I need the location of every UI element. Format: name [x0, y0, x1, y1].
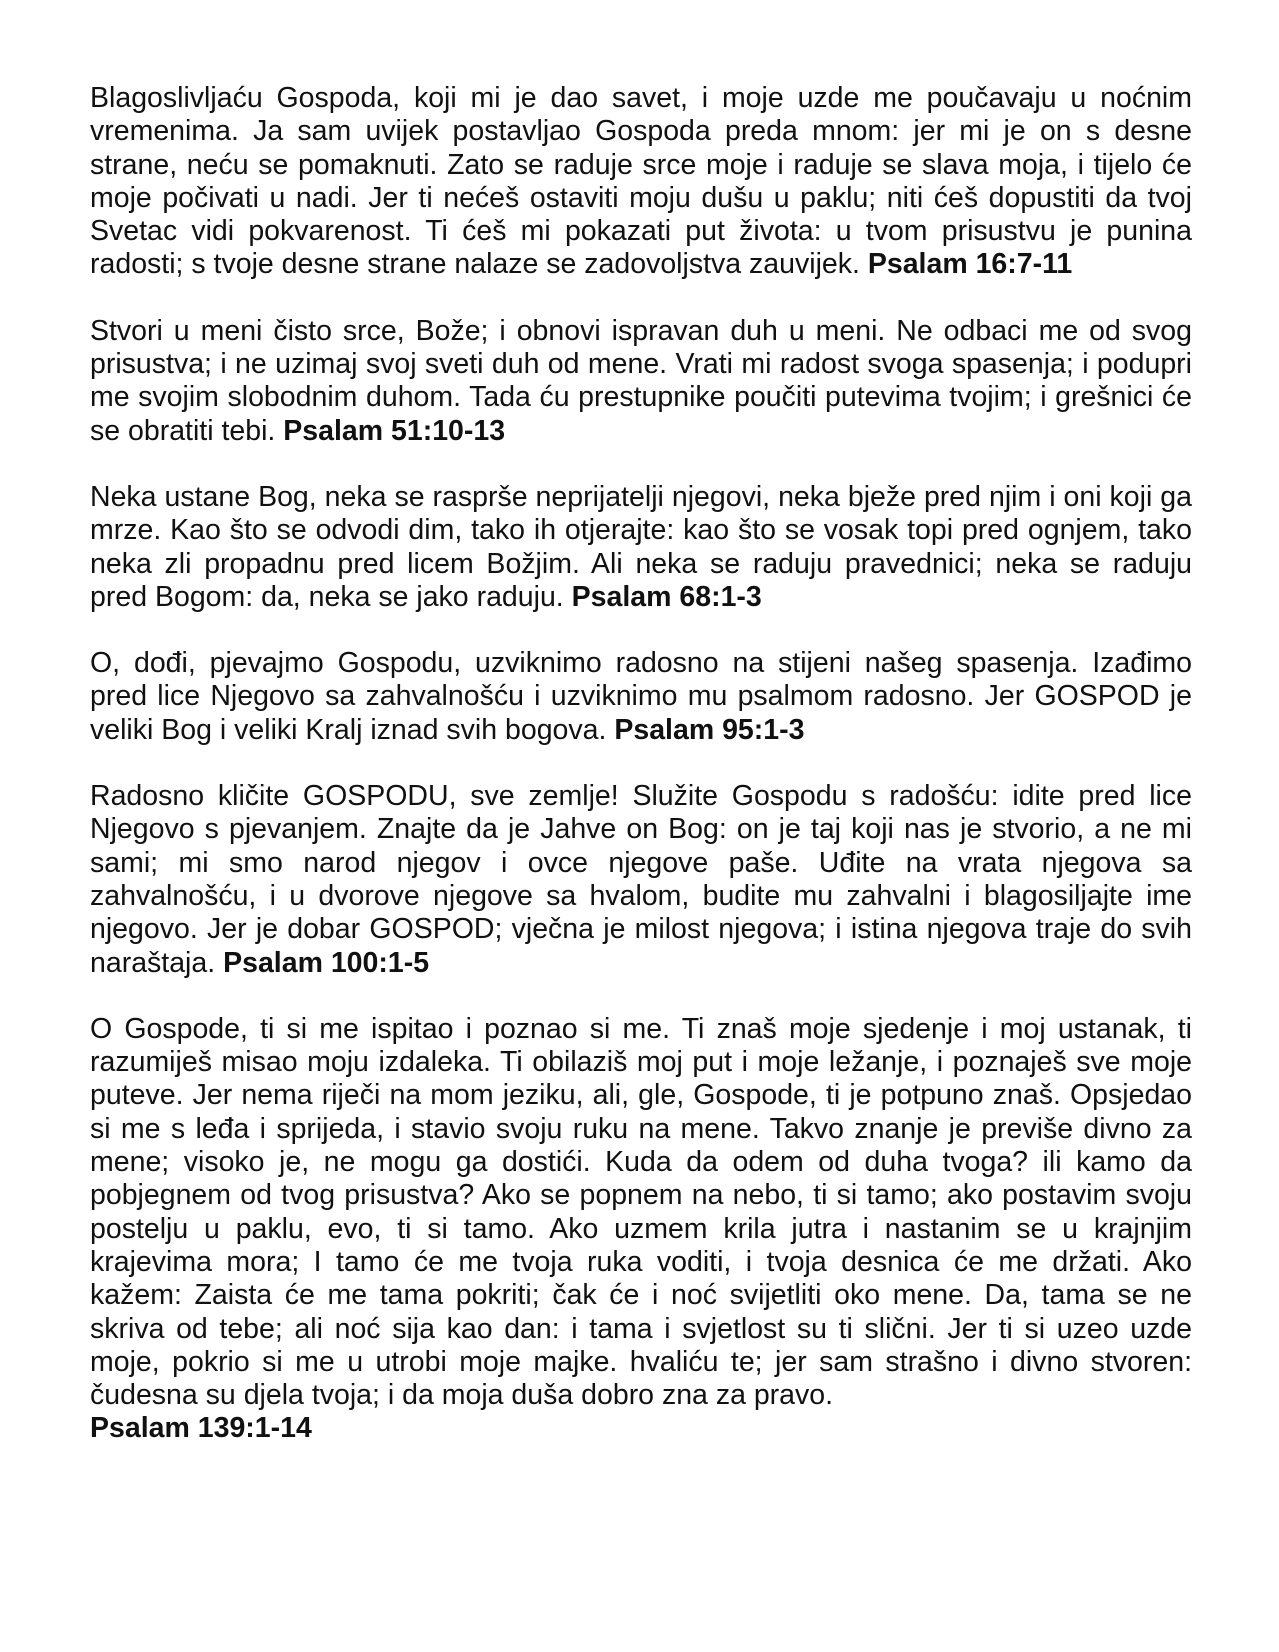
scripture-reference: Psalam 139:1-14 — [90, 1412, 312, 1445]
passage-psalm-100 — [90, 780, 1192, 980]
verse-text: Stvori u meni čisto srce, Bože; i obnovi ispravan duh u meni. Ne odbaci me od svog prisustva; i ne uzimaj svoj sveti duh od mene. Vrati mi radost svoga spasenja; i podupri me svojim slobodnim duhom. Tada ću prestupnike poučiti putevima tvojim; i grešnici će se obratiti tebi. — [90, 314, 1192, 447]
passage-psalm-95 — [90, 647, 1192, 747]
scripture-reference: Psalam 68:1-3 — [571, 580, 762, 613]
verse-text: O Gospode, ti si me ispitao i poznao si me. Ti znaš moje sjedenje i moj ustanak, ti razumiješ misao moju izdaleka. Ti obilaziš moj put i moje ležanje, i poznaješ sve moje puteve. Jer nema riječi na mom jeziku, ali, gle, Gospode, ti je potpuno znaš. Opsjedao si me s leđa i sprijeda, i stavio svoju ruku na mene. Takvo znanje je previše divno za mene; visoko je, ne mogu ga dostići. Kuda da odem od duha tvoga? ili kamo da pobjegnem od tvog prisustva? Ako se popnem na nebo, ti si tamo; ako postavim svoju postelju u paklu, evo, ti si tamo. Ako uzmem krila jutra i nastanim se u krajnjim krajevima mora; I tamo će me tvoja ruka voditi, i tvoja desnica će me držati. Ako kažem: Zaista će me tama pokriti; čak će i noć svijetliti oko mene. Da, tama se ne skriva od tebe; ali noć sija kao dan: i tama i svjetlost su ti slični. Jer ti si uzeo uzde moje, pokrio si me u utrobi moje majke. hvaliću te; jer sam strašno i divno stvoren: čudesna su djela tvoja; i da moja duša dobro zna za pravo. — [90, 1012, 1192, 1412]
passage-psalm-51 — [90, 315, 1192, 448]
scripture-reference: Psalam 95:1-3 — [614, 713, 805, 746]
passage-psalm-139 — [90, 1013, 1192, 1446]
verse-text: Radosno kličite GOSPODU, sve zemlje! Služite Gospodu s radošću: idite pred lice Njegovo s pjevanjem. Znajte da je Jahve on Bog: on je taj koji nas je stvorio, a ne mi sami; mi smo narod njegov i ovce njegove paše. Uđite na vrata njegova sa zahvalnošću, i u dvorove njegove sa hvalom, budite mu zahvalni i blagosiljajte ime njegovo. Jer je dobar GOSPOD; vječna je milost njegova; i istina njegova traje do svih naraštaja. — [90, 780, 1192, 979]
passage-psalm-16 — [90, 82, 1192, 282]
document-page — [90, 82, 1192, 1479]
scripture-reference: Psalam 51:10-13 — [283, 414, 506, 447]
verse-text: O, dođi, pjevajmo Gospodu, uzviknimo radosno na stijeni našeg spasenja. Izađimo pred lice Njegovo sa zahvalnošću i uzviknimo mu psalmom radosno. Jer GOSPOD je veliki Bog i veliki Kralj iznad svih bogova. — [90, 647, 1192, 746]
passage-psalm-68 — [90, 481, 1192, 614]
scripture-reference: Psalam 16:7-11 — [867, 248, 1073, 281]
verse-text: Blagoslivljaću Gospoda, koji mi je dao savet, i moje uzde me poučavaju u noćnim vremenima. Ja sam uvijek postavljao Gospoda preda mnom: jer mi je on s desne strane, neću se pomaknuti. Zato se raduje srce moje i raduje se slava moja, i tijelo će moje počivati u nadi. Jer ti nećeš ostaviti moju dušu u paklu; niti ćeš dopustiti da tvoj Svetac vidi pokvarenost. Ti ćeš mi pokazati put života: u tvom prisustvu je punina radosti; s tvoje desne strane nalaze se zadovoljstva zauvijek. — [90, 82, 1192, 281]
scripture-reference: Psalam 100:1-5 — [223, 946, 430, 979]
verse-text: Neka ustane Bog, neka se raspršе neprijatelji njegovi, neka bježe pred njim i oni koji ga mrze. Kao što se odvodi dim, tako ih otjerajte: kao što se vosak topi pred ognjem, tako neka zli propadnu pred licem Božjim. Ali neka se raduju pravednici; neka se raduju pred Bogom: da, neka se jako raduju. — [90, 480, 1192, 613]
